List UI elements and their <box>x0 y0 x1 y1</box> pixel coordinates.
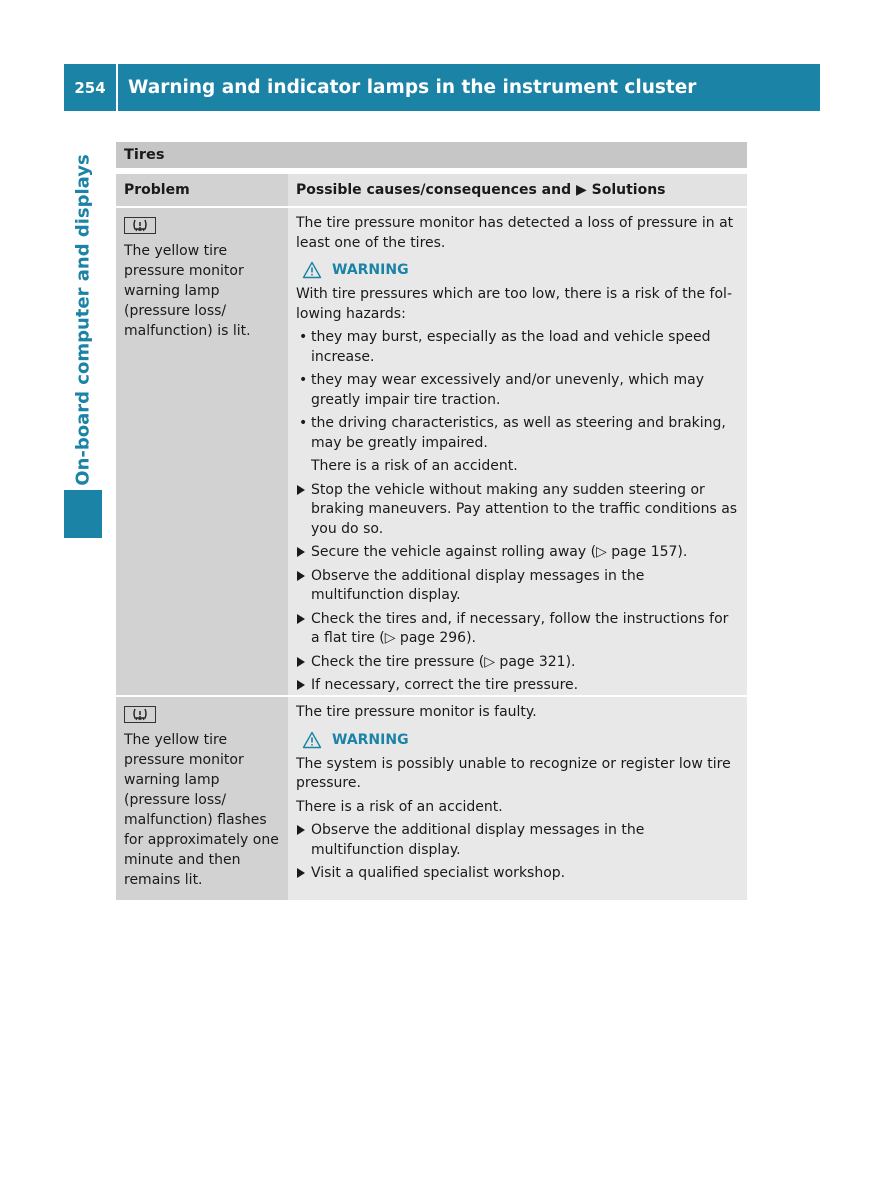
column-header-solutions: Possible causes/consequences and ▶ Solutions <box>288 174 747 206</box>
warning-triangle-icon <box>302 261 322 279</box>
solution-step: Check the tires and, if necessary, follow the instructions for a flat tire (▷ page 296). <box>296 610 741 649</box>
list-item: • they may burst, especially as the load and vehicle speed increase. <box>296 328 741 367</box>
table-row <box>116 697 747 900</box>
arrow-icon <box>297 680 305 690</box>
cause-text: The tire pressure monitor is faulty. <box>296 704 537 720</box>
page-header <box>64 64 820 111</box>
solution-step: Secure the vehicle against rolling away (▷ page 157). <box>296 543 741 563</box>
arrow-icon <box>297 614 305 624</box>
solution-step: Stop the vehicle without making any sudden steering or braking maneuvers. Pay attention to the traffic conditions as you do so. <box>296 481 741 540</box>
column-header-problem: Problem <box>116 174 288 206</box>
tire-pressure-warning-icon <box>124 706 156 723</box>
tire-pressure-warning-icon <box>124 217 156 234</box>
warning-triangle-icon <box>302 731 322 749</box>
tires-table <box>116 142 747 900</box>
page-number: 254 <box>74 78 106 97</box>
list-item: • they may wear excessively and/or unevenly, which may greatly impair tire traction. <box>296 371 741 410</box>
side-tab-marker <box>64 490 102 538</box>
warning-text: With tire pressures which are too low, there is a risk of the fol-lowing hazards: <box>296 286 732 322</box>
side-tab-label: On-board computer and displays <box>72 154 94 486</box>
warning-text: The system is possibly unable to recognize or register low tire pressure. <box>296 755 731 791</box>
cause-text: The tire pressure monitor has detected a loss of pressure in at least one of the tires. <box>296 215 734 251</box>
warning-label: WARNING <box>332 731 409 748</box>
arrow-icon <box>297 868 305 878</box>
arrow-icon <box>297 825 305 835</box>
problem-text: The yellow tire pressure monitor warning lamp (pressure loss/ malfunction) flashes for approximately one minute and then remains lit. <box>124 732 279 888</box>
table-title: Tires <box>116 142 747 174</box>
warning-heading <box>302 731 741 749</box>
solution-step: If necessary, correct the tire pressure. <box>296 676 741 696</box>
arrow-icon <box>297 657 305 667</box>
page-title: Warning and indicator lamps in the instrument cluster <box>128 77 697 98</box>
arrow-icon <box>297 571 305 581</box>
warning-label: WARNING <box>332 262 409 278</box>
side-tab <box>64 150 102 490</box>
solution-step: Observe the additional display messages in the multifunction display. <box>296 567 741 606</box>
arrow-icon <box>297 485 305 495</box>
risk-text: There is a risk of an accident. <box>311 458 518 474</box>
table-header-row <box>116 174 747 206</box>
risk-text: There is a risk of an accident. <box>296 798 503 815</box>
problem-text: The yellow tire pressure monitor warning lamp (pressure loss/ malfunction) is lit. <box>124 243 251 339</box>
header-divider <box>116 64 118 111</box>
solution-step: Check the tire pressure (▷ page 321). <box>296 653 741 673</box>
table-row <box>116 208 747 695</box>
warning-heading <box>302 261 741 279</box>
solution-step: Observe the additional display messages in the multifunction display. <box>296 821 741 860</box>
arrow-icon <box>297 547 305 557</box>
list-item: • the driving characteristics, as well as steering and braking, may be greatly impaired. <box>296 414 741 453</box>
solution-step: Visit a qualified specialist workshop. <box>296 864 741 884</box>
